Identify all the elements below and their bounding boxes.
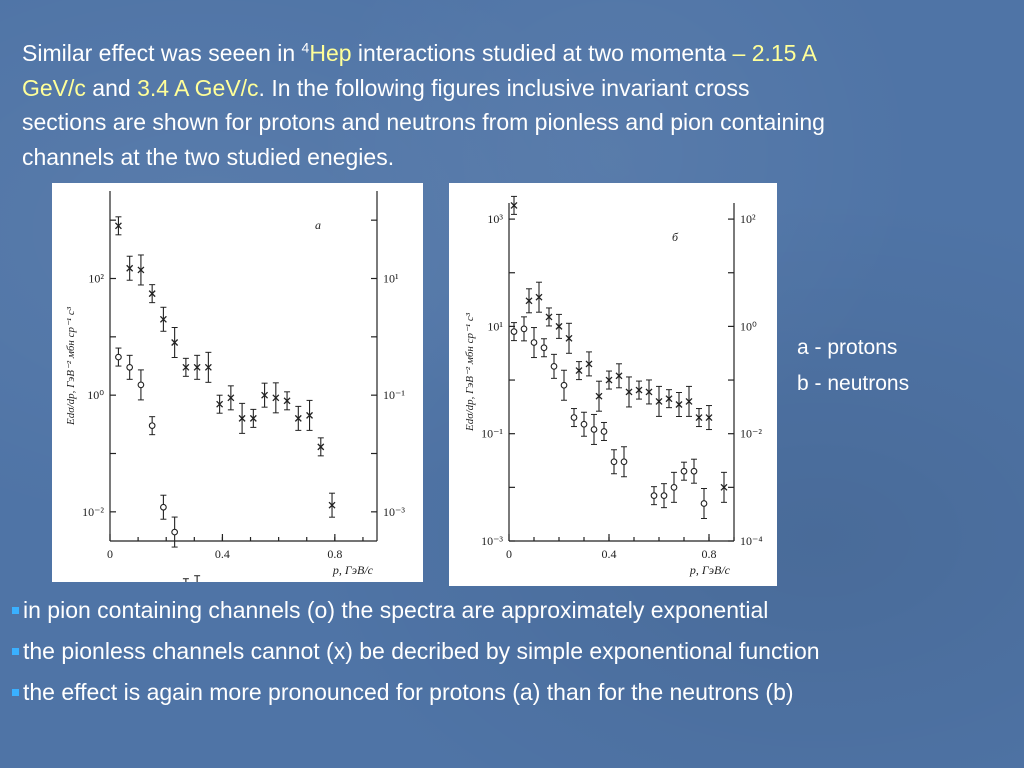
legend-neutrons: b - neutrons — [797, 372, 910, 395]
y-right-tick-label: 10⁰ — [740, 319, 757, 334]
x-tick-label: 0.4 — [214, 547, 230, 561]
figure-b-neutrons — [449, 183, 777, 586]
bullet-text: the pionless channels cannot (x) be decribed by simple exponentional function — [23, 638, 820, 664]
data-point-circle — [681, 468, 687, 474]
data-point-circle — [571, 415, 577, 421]
bullet-text: the effect is again more pronounced for protons (a) than for the neutrons (b) — [23, 679, 794, 705]
chart-a-svg — [52, 183, 423, 582]
y-left-tick-label: 10⁻² — [82, 504, 104, 519]
chart-b-svg — [449, 183, 777, 586]
data-point-circle — [551, 364, 557, 370]
data-point-circle — [601, 429, 607, 435]
data-point-circle — [541, 345, 547, 351]
data-point-circle — [671, 485, 677, 491]
bullet-square-icon — [12, 648, 19, 655]
intro-paragraph — [22, 36, 1022, 174]
data-point-circle — [581, 421, 587, 427]
data-point-circle — [172, 529, 178, 535]
y-right-tick-label: 10⁻³ — [383, 504, 405, 519]
y-left-tick-label: 10⁰ — [87, 388, 104, 403]
momentum-1: – 2.15 A — [732, 40, 817, 66]
y-left-tick-label: 10² — [88, 271, 104, 286]
x-tick-label: 0 — [107, 547, 113, 561]
data-point-circle — [651, 493, 657, 499]
data-point-circle — [511, 329, 517, 335]
y-axis-label: Edσ/dp, ГэВ⁻² мбн ср⁻¹ c³ — [65, 306, 77, 426]
data-point-circle — [521, 326, 527, 332]
data-point-circle — [561, 382, 567, 388]
momentum-2: 3.4 A GeV/c — [137, 74, 259, 101]
bullet-square-icon — [12, 689, 19, 696]
y-right-tick-label: 10⁻⁴ — [740, 534, 763, 548]
data-point-circle — [611, 459, 617, 465]
bullet-text: in pion containing channels (o) the spectra are approximately exponential — [23, 597, 769, 623]
data-point-circle — [691, 468, 697, 474]
y-left-tick-label: 10⁻³ — [481, 534, 503, 548]
data-point-circle — [701, 501, 707, 507]
x-tick-label: 0.8 — [327, 547, 343, 561]
panel-label: a — [315, 218, 321, 232]
y-right-tick-label: 10² — [740, 212, 756, 227]
bullet-square-icon — [12, 607, 19, 614]
momentum-1-unit: GeV/c — [22, 74, 86, 101]
data-point-circle — [661, 493, 667, 499]
superscript-4: 4 — [301, 39, 310, 56]
y-left-tick-label: 10⁻¹ — [481, 426, 503, 441]
y-left-tick-label: 10³ — [487, 212, 503, 227]
y-right-tick-label: 10⁻¹ — [383, 388, 405, 403]
intro-text: and — [85, 74, 138, 101]
data-point-circle — [161, 504, 167, 510]
data-point-circle — [149, 423, 155, 429]
intro-line-3: sections are shown for protons and neutrons from pionless and pion containing — [22, 109, 825, 135]
y-right-tick-label: 10⁻² — [740, 426, 762, 441]
bullet-item — [12, 590, 820, 631]
x-tick-label: 0.8 — [701, 547, 717, 561]
data-point-circle — [127, 365, 133, 371]
bullet-item — [12, 672, 820, 713]
y-left-tick-label: 10¹ — [487, 319, 503, 334]
intro-text: Similar effect was seeen in — [22, 40, 302, 66]
x-tick-label: 0.4 — [601, 547, 617, 561]
panel-label: б — [672, 230, 679, 244]
bullet-item — [12, 631, 820, 672]
figure-a-protons — [52, 183, 423, 582]
data-point-circle — [591, 427, 597, 433]
intro-line-2 — [22, 71, 1022, 106]
x-axis-label: p, ГэВ/c — [332, 563, 373, 577]
data-point-circle — [531, 340, 537, 346]
intro-text: interactions studied at two momenta — [351, 40, 733, 66]
legend-protons: a - protons — [797, 336, 898, 359]
intro-line-4: channels at the two studied enegies. — [22, 143, 395, 170]
x-tick-label: 0 — [506, 547, 512, 561]
data-point-circle — [621, 459, 627, 465]
intro-line-1 — [22, 36, 1022, 71]
y-right-tick-label: 10¹ — [383, 271, 399, 286]
x-axis-label: p, ГэВ/c — [689, 563, 730, 577]
intro-text: . In the following figures inclusive invariant cross — [258, 74, 750, 101]
data-point-circle — [116, 354, 122, 360]
data-point-circle — [138, 382, 144, 388]
hep-label: Hep — [309, 40, 352, 66]
y-axis-label: Edσ/dp, ГэВ⁻² мбн ср⁻¹ c³ — [464, 312, 476, 432]
bullet-list — [12, 590, 820, 713]
